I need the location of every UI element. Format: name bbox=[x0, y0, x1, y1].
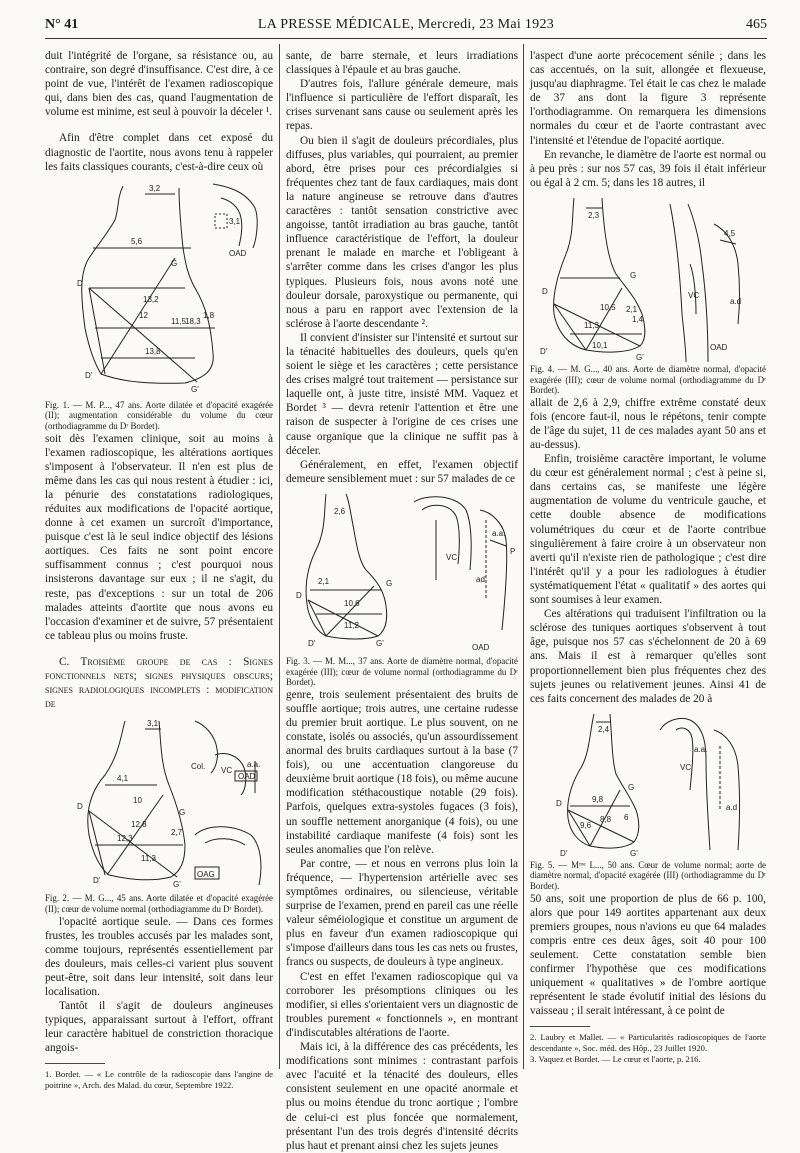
figure-label: 1,4 bbox=[632, 314, 644, 324]
figure-label: P bbox=[510, 546, 516, 556]
figure-label: 2,6 bbox=[334, 506, 346, 516]
figure-label: 2,1 bbox=[626, 304, 638, 314]
figure-label: VC bbox=[688, 290, 700, 300]
figure-label: D' bbox=[560, 848, 568, 858]
figure-1-orthodiagram bbox=[45, 178, 273, 400]
figure-label: a.a. bbox=[492, 528, 506, 538]
paragraph: Afin d'être complet dans cet exposé du diagnostic de l'aortite, nous avons tenu à rappeler les faits classiques courants, c'est-à-dire ceux où bbox=[45, 132, 273, 173]
figure-label: 4,1 bbox=[117, 774, 129, 784]
figure-label: D' bbox=[540, 346, 548, 356]
paragraph: sante, de barre sternale, et leurs irradiations classiques à l'épaule et au bras gauche. bbox=[286, 50, 518, 77]
figure-label: D bbox=[77, 278, 83, 288]
figure-label: 3,2 bbox=[149, 183, 161, 193]
paragraph: duit l'intégrité de l'organe, sa résistance ou, au contraire, son degré d'insuffisance. C'est dire, à ce point de vue, l'intérêt de l'examen radioscopique qui, dans bien des cas, quand l'augmentation de volume est minime, est seul à pouvoir la déceler ¹. bbox=[45, 50, 273, 119]
figure-label: 5,6 bbox=[131, 236, 143, 246]
figure-label: 12,8 bbox=[131, 820, 147, 830]
figure-label: D' bbox=[308, 638, 316, 648]
figure-label: G' bbox=[376, 638, 384, 648]
figure-1 bbox=[45, 178, 273, 400]
figure-label: 9,6 bbox=[580, 820, 592, 830]
figure-label: OAD bbox=[229, 248, 247, 258]
column-2 bbox=[286, 49, 518, 1153]
figure-label: a.d bbox=[730, 296, 742, 306]
figure-label: G' bbox=[636, 352, 644, 362]
header-rule bbox=[45, 38, 767, 39]
column-1 bbox=[45, 49, 273, 1091]
figure-1-caption: Fig. 1. — M. P..., 47 ans. Aorte dilatée et d'opacité exagérée (II); augmentation considérable du volume du cœur (orthodiagramme du Dʳ Bordet). bbox=[45, 399, 273, 431]
paragraph: Il convient d'insister sur l'intensité et surtout sur la ténacité habituelles des douleurs, quels qu'en soient le siège et les caractères ; cette persistance des crises malgré tout traitement — persistance sur laquelle ont, à juste titre, insisté MM. Vaquez et Bordet ³ — devra retenir l'attention et être une raison de suspecter à l'origine de ces crises une cause organique que la clinique ne suffit pas à déceler. bbox=[286, 331, 518, 457]
figure-label: 9,8 bbox=[592, 794, 604, 804]
figure-3-orthodiagram bbox=[286, 490, 518, 656]
figure-label: VC bbox=[446, 552, 458, 562]
figure-label: 2,4 bbox=[598, 724, 610, 734]
figure-4 bbox=[530, 194, 766, 364]
issue-number: N° 41 bbox=[45, 17, 79, 32]
paragraph: Mais ici, à la différence des cas précédents, les modifications sont minimes : contrastant parfois avec l'acuité et la ténacité des douleurs, elles consistent seulement en une opacité anormale et plus ou moins étendue du tronc aortique ; l'ombre de celui-ci est plus foncée que normalement, présentant l'un des trois degrés d'intensité décrits plus haut et prenant ainsi chez les sujets jeunes bbox=[286, 1041, 518, 1152]
figure-label: G bbox=[628, 782, 635, 792]
paragraph: Ou bien il s'agit de douleurs précordiales, plus diffuses, plus variables, qui pourraient, au premier abord, être prises pour ces précordialgies si fréquentes chez tant de faux cardiaques, mais dont la nature angineuse se retrouve dans d'autres caractères : tantôt sensation constrictive avec angoisse, tantôt irradiation au bras gauche, tantôt influence caractéristique de l'effort, la douleur prenant le malade en marche et l'obligeant à s'arrêter comme dans les crises d'angor les plus typiques. Plusieurs fois, nous avons noté une douleur dorsale, paroxystique ou permanente, qui nous a paru en rapport avec l'extension de la sclérose à l'aorte descendante ². bbox=[286, 134, 518, 330]
figure-label: VC bbox=[680, 762, 692, 772]
figure-label: 11,5 bbox=[171, 316, 186, 326]
figure-label: VC bbox=[221, 766, 233, 776]
figure-4-orthodiagram bbox=[530, 194, 766, 364]
journal-title: LA PRESSE MÉDICALE, Mercredi, 23 Mai 1923 bbox=[257, 17, 555, 32]
figure-label: G bbox=[179, 808, 186, 818]
figure-2-caption: Fig. 2. — M. G..., 45 ans. Aorte dilatée et d'opacité exagérée (II); cœur de volume normal (orthodiagramme du Dʳ Bordet). bbox=[45, 893, 273, 914]
paragraph: allait de 2,6 à 2,9, chiffre extrême constaté deux fois (encore faut-il, nous le répétons, tenir compte de l'âge du sujet, 11 de ces malades ayant 50 ans et au-dessus). bbox=[530, 396, 766, 451]
figure-3 bbox=[286, 490, 518, 656]
figure-label: Col. bbox=[191, 762, 206, 772]
figure-label: D bbox=[542, 286, 548, 296]
figure-label: 1,8 bbox=[203, 310, 215, 320]
paragraph: En revanche, le diamètre de l'aorte est normal ou à peu près : sur nos 57 cas, 39 fois il était inférieur ou égal à 2 cm. 5; dans les 18 autres, il bbox=[530, 148, 766, 189]
figure-label: a.a. bbox=[247, 760, 261, 770]
paragraph: l'aspect d'une aorte précocement sénile ; dans les cas accentués, on la suit, allongée et flexueuse, jusqu'au diaphragme. Tel était le cas chez le malade de 37 ans dont la figure 3 représente l'orthodiagramme. On remarquera les dimensions normales du cœur et de l'aorte contrastant avec l'intensité et l'étendue de l'opacité aortique. bbox=[530, 50, 766, 147]
footnote-1: 1. Bordet. — « Le contrôle de la radioscopie dans l'angine de poitrine », Arch. des Malad. du cœur, Septembre 1922. bbox=[45, 1069, 273, 1091]
footnote-rule bbox=[45, 1063, 105, 1064]
figure-label: ad bbox=[476, 574, 485, 584]
figure-2 bbox=[45, 715, 273, 893]
paragraph: Généralement, en effet, l'examen objectif demeure sensiblement muet : sur 57 malades de ce bbox=[286, 458, 518, 485]
figure-label: 11,3 bbox=[584, 320, 599, 330]
figure-label: 2,7 bbox=[171, 828, 183, 838]
running-header bbox=[45, 17, 767, 39]
figure-label: G bbox=[630, 270, 637, 280]
paragraph: D'autres fois, l'allure générale demeure, mais l'influence si particulière de l'effort disparaît, les crises survenant sans cause ou seulement après les repas. bbox=[286, 78, 518, 133]
figure-label: G bbox=[171, 258, 178, 268]
section-heading: C. Troisième groupe de cas : Signes fonctionnels nets; signes physiques obscurs; signes radiologiques incomplets : modification de bbox=[45, 655, 273, 711]
figure-label: 10,1 bbox=[592, 340, 608, 350]
figure-label: D bbox=[296, 590, 302, 600]
figure-label: 13,2 bbox=[143, 294, 159, 304]
figure-label: 10,6 bbox=[344, 598, 360, 608]
figure-4-caption: Fig. 4. — M. G..., 40 ans. Aorte de diamètre normal, d'opacité exagérée (III); cœur de volume normal (orthodiagramme du Dʳ Bordet). bbox=[530, 363, 766, 396]
figure-label: 12 bbox=[139, 310, 148, 320]
column-divider-2 bbox=[523, 44, 524, 1069]
figure-label: a.a. bbox=[694, 744, 708, 754]
figure-label: 10,5 bbox=[600, 302, 616, 312]
figure-label: D' bbox=[93, 876, 101, 886]
column-divider-1 bbox=[279, 44, 280, 1069]
figure-label: 8,8 bbox=[600, 814, 612, 824]
figure-label: 11,3 bbox=[141, 854, 156, 864]
figure-label: a.d bbox=[726, 802, 738, 812]
page-number: 465 bbox=[746, 17, 767, 32]
figure-label: 6 bbox=[624, 812, 629, 822]
figure-label: OAD bbox=[238, 772, 256, 782]
figure-label: OAD bbox=[472, 642, 490, 652]
paragraph: genre, trois seulement présentaient des bruits de souffle aortique; trois autres, une certaine rudesse du premier bruit aortique. Le plus souvent, on ne constate, isolés ou associés, qu'un assourdissement anormal des bruits cardiaques surtout à la base (7 fois), ou une accentuation clangoreuse du deuxième bruit aortique (18 fois), ou même aucune modification stéthacoustique notable (29 fois). Parfois, quelques extra-systoles fugaces (3 fois), un souffle nettement anorganique (4 fois), ou une instabilité cardiaque manifeste (4 fois) sont les seules anomalies que l'on relève. bbox=[286, 688, 518, 856]
paragraph: soit dès l'examen clinique, soit au moins à l'examen radioscopique, les altérations aortiques s'imposent à l'observateur. Il n'en est plus de même dans les cas qui nous restent à étudier : ici, la pénurie des constatations radiologiques, réduites aux modifications de l'opacité aortique, donne à cet examen un surcroît d'importance, puisque c'est là le seul indice objectif des lésions aortiques. Ces faits ne sont point encore suffisamment connus ; c'est pourquoi nous insisterons davantage sur eux ; il ne s'agit, du reste, pas d'exceptions : sur un total de 206 malades atteints d'aortite que nous avons eu l'occasion d'examiner et de suivre, 57 présentaient ce tableau plus ou moins fruste. bbox=[45, 432, 273, 642]
paragraph: Enfin, troisième caractère important, le volume du cœur est généralement normal ; c'est à peine si, dans certains cas, se manifeste une légère augmentation de volume du ventricule gauche, et cette double absence de modifications volumétriques du cœur et de l'aorte contribue singulièrement à faire croire à un observateur non averti qu'il n'existe rien de pathologique ; c'est dire l'intérêt qu'il y a pour les radiologues à étudier systématiquement l'état « qualitatif » des aortes qui sont soumises à leur examen. bbox=[530, 453, 766, 607]
paragraph: Tantôt il s'agit de douleurs angineuses typiques, apparaissant surtout à l'effort, offrant leur caractère habituel de constriction thoracique angois- bbox=[45, 1000, 273, 1055]
figure-label: 3,1 bbox=[147, 719, 159, 729]
figure-label: G' bbox=[630, 848, 638, 858]
paragraph: C'est en effet l'examen radioscopique qui va corroborer les présomptions cliniques ou les modifier, si elles s'orientaient vers un diagnostic de troubles purement « fonctionnels », en montrant d'indiscutables altérations de l'aorte. bbox=[286, 970, 518, 1039]
figure-label: D bbox=[77, 802, 83, 812]
paragraph: 50 ans, soit une proportion de plus de 66 p. 100, alors que pour 149 aortites appartenant aux deux premiers groupes, nous n'avions eu que 64 malades compris entre ces deux âges, soit 40 pour 100 seulement. Cette constatation semble bien confirmer l'hypothèse que ces modifications uniquement « qualitatives » de l'ombre aortique représentent le stade évolutif initial des lésions du vaisseau ; il serait intéressant, à ce point de bbox=[530, 892, 766, 1018]
figure-label: 2,3 bbox=[588, 210, 600, 220]
figure-label: 18,3 bbox=[185, 316, 201, 326]
figure-label: G bbox=[386, 578, 393, 588]
figure-label: 2,1 bbox=[318, 576, 330, 586]
figure-label: 10 bbox=[133, 796, 142, 806]
figure-5 bbox=[530, 710, 766, 860]
figure-label: 13,8 bbox=[145, 346, 161, 356]
figure-label: G' bbox=[173, 880, 181, 890]
footnote-3: 3. Vaquez et Bordet. — Le cœur et l'aorte, p. 216. bbox=[530, 1053, 701, 1064]
figure-2-orthodiagram bbox=[45, 715, 273, 893]
figure-label: G' bbox=[191, 384, 199, 394]
figure-label: OAG bbox=[197, 870, 215, 880]
footnote-rule bbox=[530, 1026, 590, 1027]
figure-5-orthodiagram bbox=[530, 710, 766, 860]
figure-label: OAD bbox=[710, 342, 728, 352]
figure-label: 11,2 bbox=[344, 620, 359, 630]
paragraph: Par contre, — et nous en verrons plus loin la fréquence, — l'hypertension artérielle avec ses symptômes ordinaires, ou silencieuse, véritable surprise de l'examen, prend en pareil cas une réelle valeur séméiologique et constitue un argument de plus en faveur d'un examen radioscopique qui s'impose d'ailleurs dans tous les cas nets ou frustes, francs ou suspects, de douleurs à type angineux. bbox=[286, 857, 518, 969]
column-3 bbox=[530, 49, 766, 1064]
footnote-2: 2. Laubry et Mallet. — « Particularités radioscopiques de l'aorte descendante », Soc. méd. des Hôp., 23 Juillet 1920. bbox=[530, 1032, 766, 1053]
figure-label: 4,5 bbox=[724, 228, 736, 238]
figure-5-caption: Fig. 5. — Mᵐᵉ L..., 50 ans. Cœur de volume normal; aorte de diamètre normal, d'opacité exagérée (III) (orthodiagramme du Dʳ Bordet). bbox=[530, 859, 766, 891]
figure-3-caption: Fig. 3. — M. M..., 37 ans. Aorte de diamètre normal, d'opacité exagérée (III); cœur de volume normal (orthodiagramme du Dʳ Bordet). bbox=[286, 655, 518, 688]
figure-label: D' bbox=[85, 370, 93, 380]
figure-label: 12,3 bbox=[117, 834, 133, 844]
paragraph: Ces altérations qui traduisent l'infiltration ou la sclérose des tuniques aortiques s'observent à tout âge, puisque nos 57 cas s'échelonnent de 20 à 69 ans. Mais il est à remarquer qu'elles sont proportionnellement bien plus fréquentes chez des sujets jeunes ou relativement jeunes. Ainsi 41 de ces faits concernent des malades de 20 à bbox=[530, 608, 766, 705]
paragraph: l'opacité aortique seule. — Dans ces formes frustes, les troubles accusés par les malades sont, comme toujours, représentés essentiellement par des douleurs, mais celles-ci varient plus souvent peut-être, soit dans leur intensité, soit dans leur localisation. bbox=[45, 915, 273, 998]
figure-label: D bbox=[556, 798, 562, 808]
figure-label: 3,1 bbox=[229, 216, 241, 226]
